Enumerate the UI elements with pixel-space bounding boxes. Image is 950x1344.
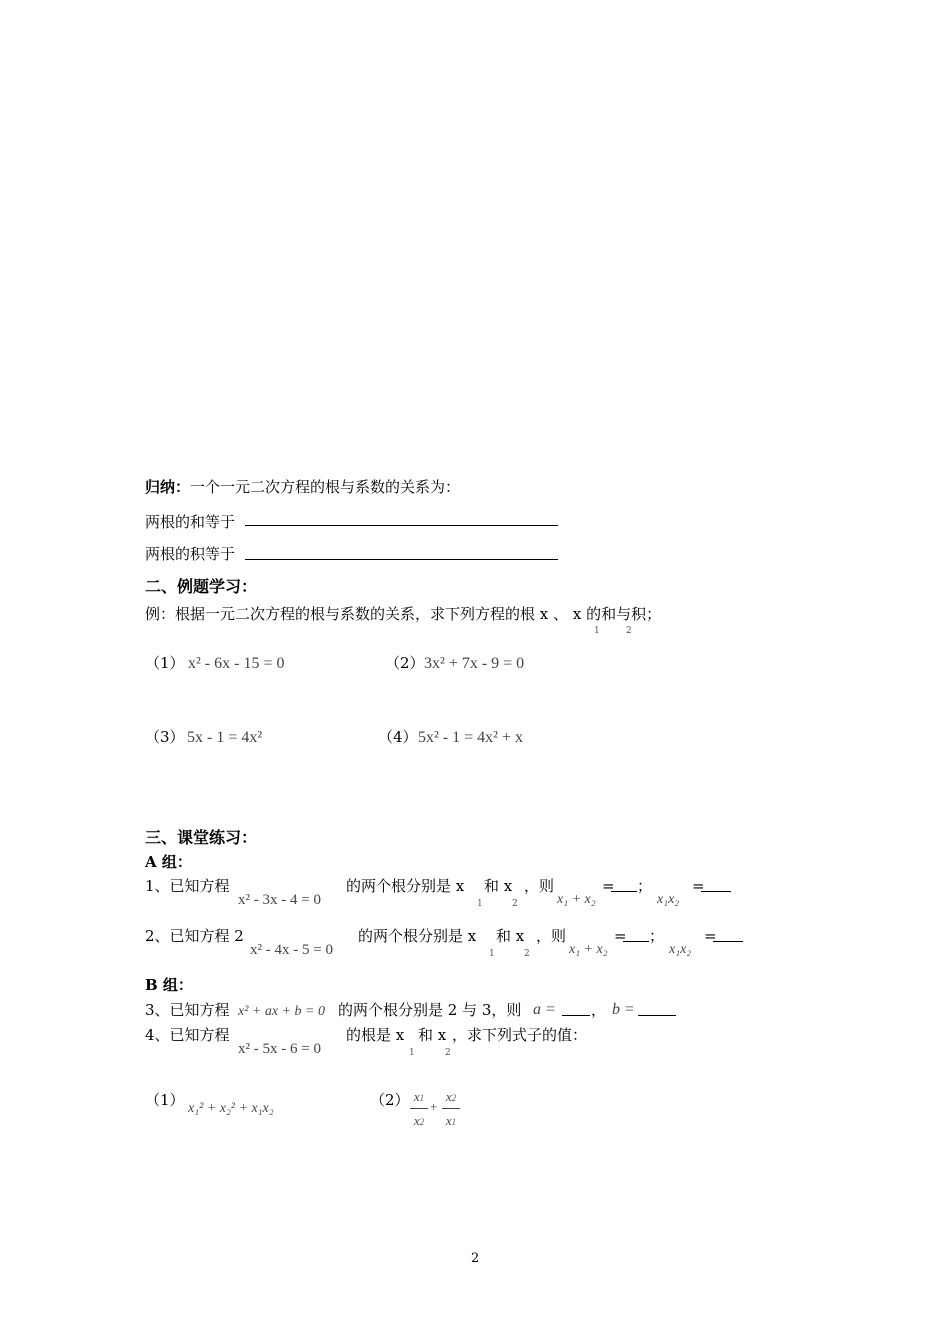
- example-1-equation: x² - 6x - 15 = 0: [188, 655, 285, 672]
- q3-equation: x² + ax + b = 0: [238, 1004, 325, 1019]
- sum-label: 两根的和等于: [145, 513, 236, 531]
- q1-then: ，则: [524, 877, 555, 895]
- group-a-heading: A 组：: [145, 853, 192, 871]
- q4-equation: x² - 5x - 6 = 0: [238, 1041, 321, 1057]
- q4-sub2: 2: [445, 1048, 451, 1058]
- q1-and: 和 x: [484, 877, 513, 895]
- q1-equation: x² - 3x - 4 = 0: [238, 892, 321, 908]
- q4-mid: 的根是 x: [346, 1026, 405, 1044]
- q1-product-expr: x₁x₂: [657, 892, 680, 907]
- example-4-equation: 5x² - 1 = 4x² + x: [418, 729, 523, 746]
- intro-sub1: 1: [594, 626, 600, 636]
- q4-prefix: 4、已知方程: [145, 1026, 230, 1044]
- q4-suffix: ，求下列式子的值：: [452, 1026, 588, 1044]
- intro-prefix: 例：根据一元二次方程的根与系数的关系，求下列方程的根: [145, 605, 536, 623]
- q1-sum-expr: x₁ + x₂: [557, 892, 596, 907]
- sum-answer-line: [245, 511, 558, 526]
- q1-sub2: 2: [512, 899, 518, 909]
- q3-b: b =: [612, 1001, 635, 1018]
- example-2-label: （2）: [385, 654, 425, 672]
- q4-part1-expression: x₁² + x₂² + x₁x₂: [188, 1101, 274, 1116]
- section2-intro: [145, 605, 661, 623]
- section2-heading: 二、例题学习：: [145, 577, 258, 596]
- q2-semicolon: ；: [649, 927, 665, 945]
- q1-product-answer-line: [701, 877, 731, 892]
- q2-product-expr: x₁x₂: [669, 942, 692, 957]
- example-3-equation: 5x - 1 = 4x²: [187, 729, 263, 746]
- q4-sub1: 1: [409, 1048, 415, 1058]
- q1-sub1: 1: [477, 899, 483, 909]
- q3-mid: 的两个根分别是 2 与 3，则: [338, 1001, 522, 1019]
- intro-x2: x: [572, 605, 582, 623]
- intro-suffix: 的和与积；: [586, 605, 662, 623]
- q3-a-answer-line: [562, 1001, 590, 1016]
- q1-mid: 的两个根分别是 x: [346, 877, 465, 895]
- example-1-label: （1）: [145, 654, 185, 672]
- q4-part2-expression: x1 x2 + x2 x1: [408, 1086, 468, 1136]
- product-answer-line: [245, 545, 558, 560]
- intro-sep: 、: [553, 605, 569, 623]
- summary-text: 一个一元二次方程的根与系数的关系为：: [190, 478, 461, 496]
- q1-eq-sign: =: [602, 877, 615, 895]
- intro-sub2: 2: [626, 626, 632, 636]
- q4-part2-label: （2）: [370, 1091, 410, 1109]
- example-3-label: （3）: [145, 728, 185, 746]
- q2-sub1: 1: [489, 949, 495, 959]
- q3-b-answer-line: [638, 1001, 676, 1016]
- q2-product-answer-line: [713, 927, 743, 942]
- q3-a: a =: [533, 1001, 556, 1018]
- summary-line: [145, 478, 460, 496]
- q4-and: 和 x: [418, 1026, 447, 1044]
- q2-sub2: 2: [524, 949, 530, 959]
- product-label: 两根的积等于: [145, 545, 236, 563]
- example-2-equation: 3x² + 7x - 9 = 0: [424, 655, 525, 672]
- q1-prefix: 1、已知方程: [145, 877, 230, 895]
- q3-comma: ，: [591, 1001, 607, 1019]
- page-number: 2: [471, 1251, 480, 1266]
- q2-sum-expr: x₁ + x₂: [569, 942, 608, 957]
- q1-semicolon: ；: [637, 877, 653, 895]
- q2-mid: 的两个根分别是 x: [358, 927, 477, 945]
- example-4-label: （4）: [378, 728, 418, 746]
- group-b-heading: B 组：: [145, 976, 193, 994]
- q2-eq-sign: =: [614, 927, 627, 945]
- q2-equation: x² - 4x - 5 = 0: [250, 942, 333, 958]
- fraction-x1-over-x2: x1 x2: [410, 1086, 428, 1134]
- q2-then: ，则: [536, 927, 567, 945]
- intro-x1: x: [539, 605, 549, 623]
- q2-eq-sign-2: =: [704, 927, 717, 945]
- q1-eq-sign-2: =: [692, 877, 705, 895]
- summary-title: 归纳：: [145, 478, 191, 496]
- q2-and: 和 x: [496, 927, 525, 945]
- q3-prefix: 3、已知方程: [145, 1001, 230, 1019]
- section3-heading: 三、课堂练习：: [145, 828, 258, 847]
- q2-prefix: 2、已知方程 2: [145, 927, 244, 945]
- q2-sum-answer-line: [623, 927, 649, 942]
- fraction-x2-over-x1: x2 x1: [442, 1086, 460, 1134]
- q1-sum-answer-line: [611, 877, 637, 892]
- q4-part1-label: （1）: [145, 1091, 185, 1109]
